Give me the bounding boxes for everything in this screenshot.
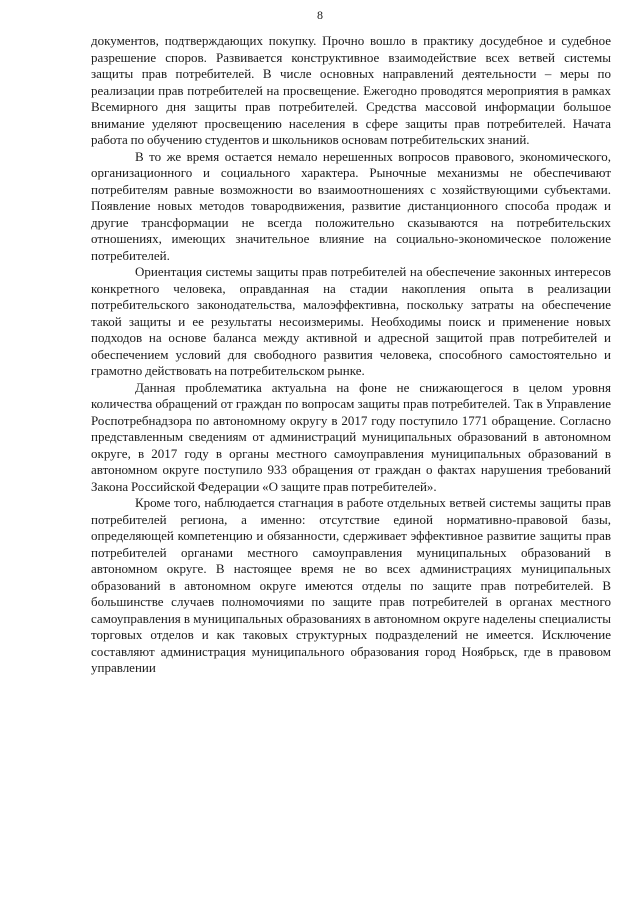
paragraph-2: В то же время остается немало нерешенных вопросов правового, экономического, организационного и социального характера. Рыночные механизмы не обеспечивают потребителям равные возможности во взаимоотношениях с хозяйствующими субъектами. Появление новых методов товародвижения, развитие дистанционного способа продаж и другие трансформации не всегда положительно сказываются на потребительских отношениях, имеющих значительное влияние на социально-экономическое положение потребителей.	[91, 148, 611, 263]
paragraph-1: документов, подтверждающих покупку. Прочно вошло в практику досудебное и судебное разрешение споров. Развивается конструктивное взаимодействие всех ветвей системы защиты прав потребителей. В числе основных направлений деятельности – меры по реализации прав потребителей на просвещение. Ежегодно проводятся мероприятия в рамках Всемирного дня защиты прав потребителей. Средства массовой информации большое внимание уделяют просвещению населения в сфере защиты прав потребителей. Начата работа по обучению студентов и школьников основам потребительских знаний.	[91, 33, 611, 147]
page-number: 8	[317, 8, 323, 22]
document-body	[91, 33, 611, 677]
paragraph-4: Данная проблематика актуальна на фоне не снижающегося в целом уровня количества обращений от граждан по вопросам защиты прав потребителей. Так в Управление Роспотребнадзора по автономному округу в 2017 году поступило 1771 обращение. Согласно представленным сведениям от администраций муниципальных образований в автономном округе, в 2017 году в органы местного самоуправления муниципальных образований в автономном округе поступило 933 обращения от граждан о фактах нарушения требований Закона Российской Федерации «О защите прав потребителей».	[91, 379, 611, 494]
paragraph-3: Ориентация системы защиты прав потребителей на обеспечение законных интересов конкретного человека, оправданная на стадии накопления опыта в реализации потребительского законодательства, малоэффективна, поскольку затраты на обеспечение такой защиты и ее результаты несоизмеримы. Необходимы поиск и применение новых подходов на основе баланса между активной и адресной защитой прав потребителей и обеспечением условий для свободного развития человека, способного самостоятельно и грамотно действовать на потребительском рынке.	[91, 264, 611, 378]
paragraph-5: Кроме того, наблюдается стагнация в работе отдельных ветвей системы защиты прав потребителей региона, а именно: отсутствие единой нормативно-правовой базы, определяющей компетенцию и обязанности, сдерживает эффективное развитие защиты прав потребителей органами местного самоуправления муниципальных образований в автономном округе. В настоящее время не во всех администрациях муниципальных образований в автономном округе имеются отделы по защите прав потребителей. В большинстве случаев полномочиями по защите прав потребителей в органах местного самоуправления в муниципальных образованиях в автономном округе наделены специалисты торговых отделов и как таковых структурных подразделений не имеется. Исключение составляют администрация муниципального образования город Ноябрьск, где в правовом управлении	[91, 495, 611, 675]
